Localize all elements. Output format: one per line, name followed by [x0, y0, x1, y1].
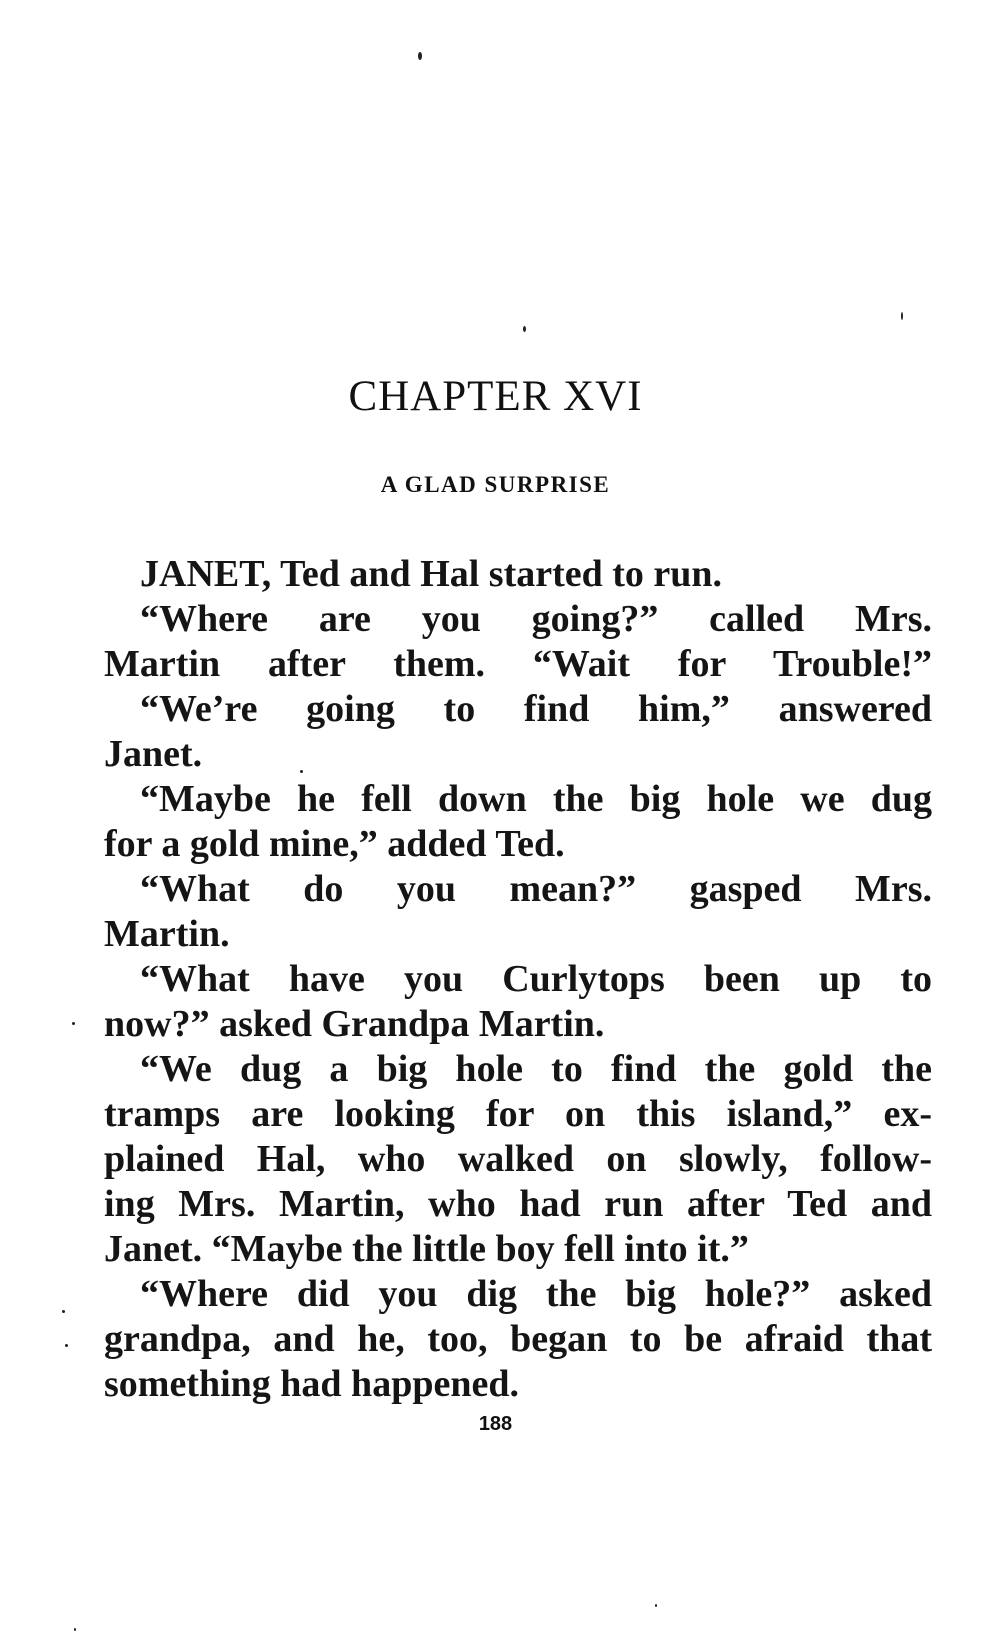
- scan-speck: [655, 1604, 657, 1607]
- text-line: now?” asked Grandpa Martin.: [104, 1003, 605, 1045]
- page-number: 188: [478, 1413, 513, 1435]
- text-line: Martin after them. “Wait for Trouble!”: [104, 643, 932, 685]
- text-line: something had happened.: [104, 1363, 519, 1405]
- scan-speck: [65, 1344, 68, 1347]
- text-line: “Maybe he fell down the big hole we dug: [140, 778, 932, 820]
- text-line: “We dug a big hole to find the gold the: [140, 1048, 932, 1090]
- text-line: “What have you Curlytops been up to: [140, 958, 932, 1000]
- text-line: Janet. “Maybe the little boy fell into it.”: [104, 1228, 749, 1270]
- scan-speck: [901, 312, 903, 320]
- scan-speck: [62, 1310, 65, 1313]
- scan-speck: [72, 1022, 75, 1025]
- scan-speck: [418, 52, 422, 60]
- text-line: grandpa, and he, too, began to be afraid that: [104, 1318, 932, 1360]
- text-line: tramps are looking for on this island,” ex-: [104, 1093, 932, 1135]
- text-line: “Where did you dig the big hole?” asked: [140, 1273, 932, 1315]
- text-line: JANET, Ted and Hal started to run.: [140, 553, 723, 595]
- chapter-heading: CHAPTER XVI: [348, 373, 643, 420]
- scan-speck: [523, 326, 526, 332]
- text-line: “What do you mean?” gasped Mrs.: [140, 868, 932, 910]
- text-line: Martin.: [104, 913, 230, 955]
- scan-speck: [74, 1628, 76, 1631]
- text-line: plained Hal, who walked on slowly, follow-: [104, 1138, 932, 1180]
- body-text: [104, 552, 932, 1407]
- text-line: for a gold mine,” added Ted.: [104, 823, 565, 865]
- chapter-title: A GLAD SURPRISE: [380, 472, 611, 497]
- text-line: “We’re going to find him,” answered: [140, 688, 932, 730]
- text-line: Janet.: [104, 733, 203, 775]
- text-line: “Where are you going?” called Mrs.: [140, 598, 932, 640]
- text-line: ing Mrs. Martin, who had run after Ted and: [104, 1183, 932, 1225]
